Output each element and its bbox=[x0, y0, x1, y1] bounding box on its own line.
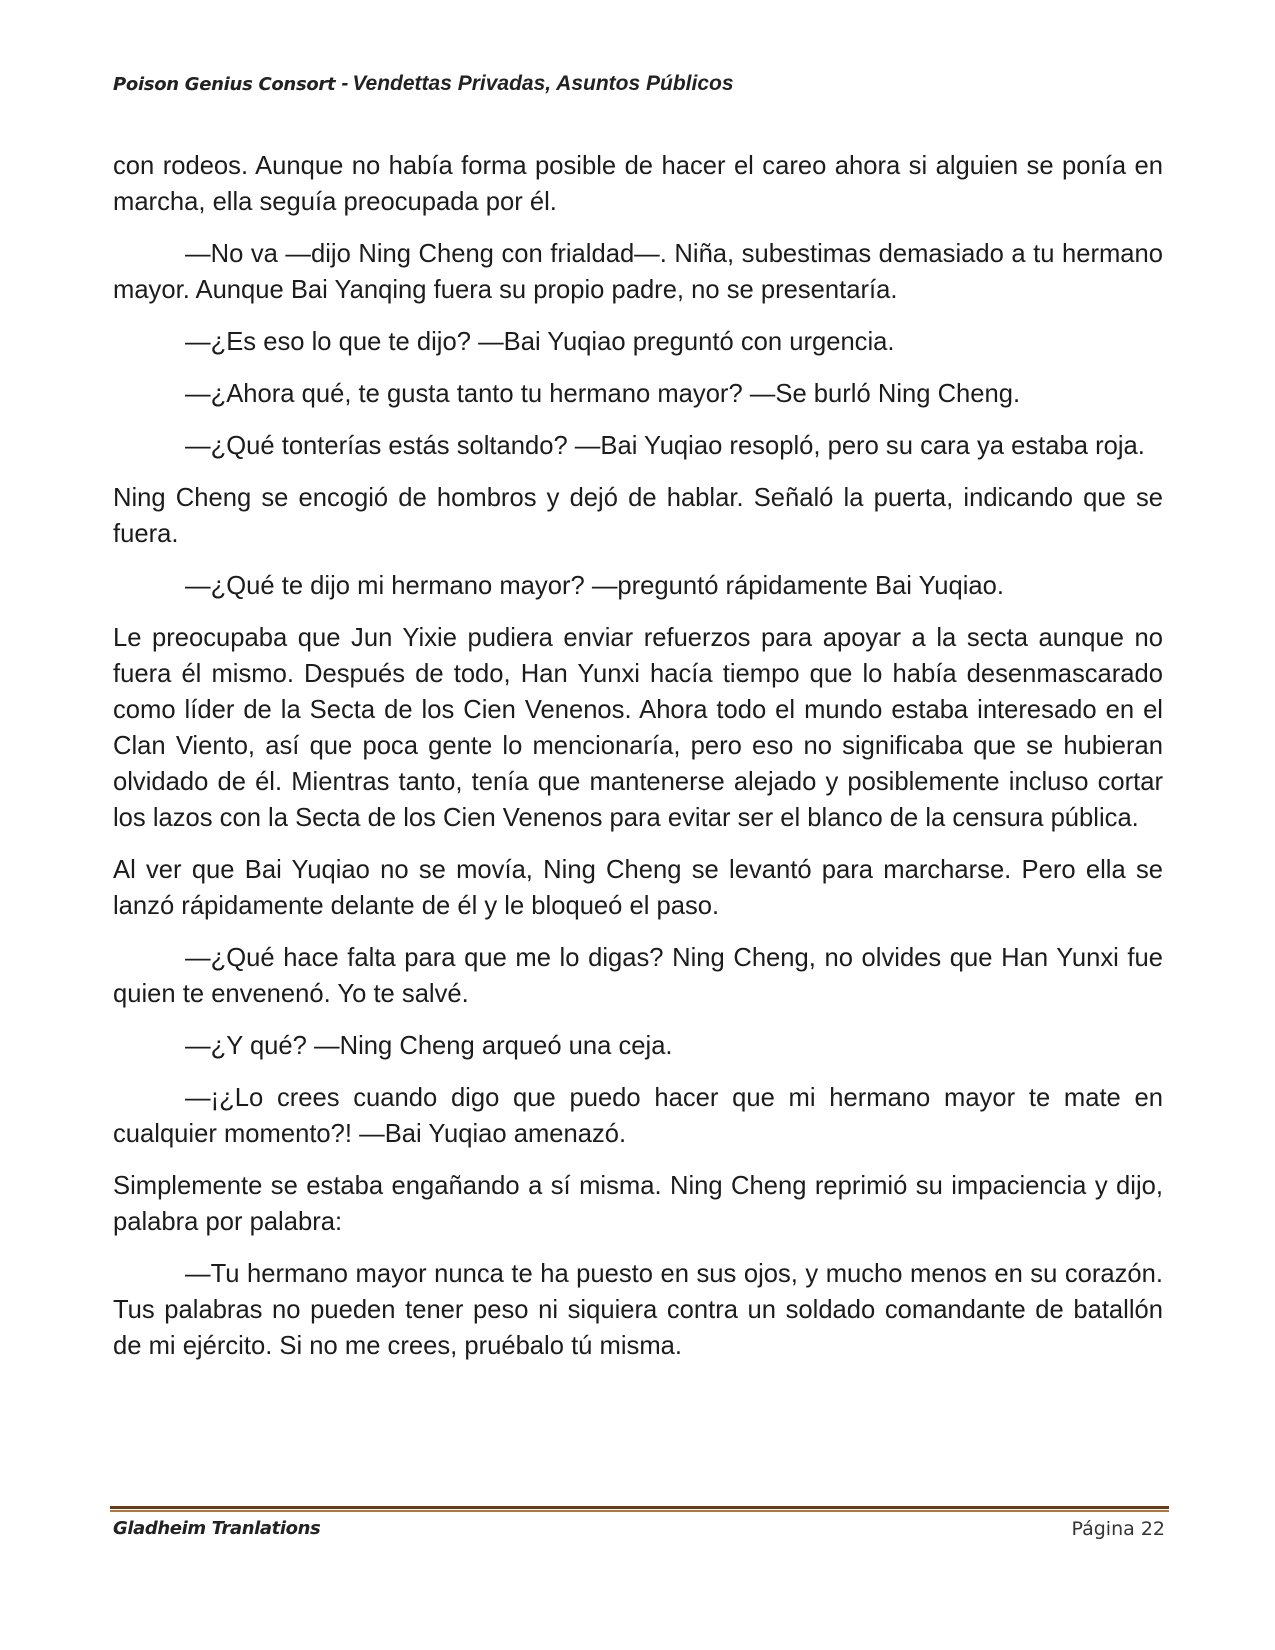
page-number-block bbox=[1071, 1518, 1165, 1540]
paragraph: Simplemente se estaba engañando a sí misma. Ning Cheng reprimió su impaciencia y dijo, palabra por palabra: bbox=[113, 1172, 1163, 1236]
paragraph: Al ver que Bai Yuqiao no se movía, Ning Cheng se levantó para marcharse. Pero ella se lanzó rápidamente delante de él y le bloqueó el paso. bbox=[113, 856, 1163, 920]
page-header bbox=[113, 72, 734, 96]
paragraph: —¿Ahora qué, te gusta tanto tu hermano mayor? —Se burló Ning Cheng. bbox=[185, 380, 1021, 408]
page-label: Página bbox=[1071, 1518, 1135, 1540]
book-title: Vendettas Privadas, Asuntos Públicos bbox=[352, 72, 734, 95]
footer-publisher: Gladheim Tranlations bbox=[113, 1518, 321, 1539]
paragraph: con rodeos. Aunque no había forma posible de hacer el careo ahora si alguien se ponía en marcha, ella seguía preocupada por él. bbox=[113, 152, 1163, 216]
header-separator: - bbox=[341, 72, 349, 95]
series-title: Poison Genius Consort bbox=[113, 74, 336, 95]
paragraph: Le preocupaba que Jun Yixie pudiera enviar refuerzos para apoyar a la secta aunque no fuera él mismo. Después de todo, Han Yunxi hacía tiempo que lo había desenmascarado como líder de la Secta de los Cien Venenos. Ahora todo el mundo estaba interesado en el Clan Viento, así que poca gente lo mencionaría, pero eso no significaba que se hubieran olvidado de él. Mientras tanto, tenía que mantenerse alejado y posiblemente incluso cortar los lazos con la Secta de los Cien Venenos para evitar ser el blanco de la censura pública. bbox=[113, 624, 1163, 832]
footer-rule bbox=[110, 1506, 1169, 1513]
paragraph: —¿Qué tonterías estás soltando? —Bai Yuqiao resopló, pero su cara ya estaba roja. bbox=[185, 432, 1145, 460]
page-number: 22 bbox=[1140, 1518, 1165, 1540]
footer-rule-light bbox=[110, 1510, 1169, 1512]
paragraph: —No va —dijo Ning Cheng con frialdad—. Niña, subestimas demasiado a tu hermano mayor. Aunque Bai Yanqing fuera su propio padre, no se presentaría. bbox=[113, 240, 1163, 304]
paragraph: —¡¿Lo crees cuando digo que puedo hacer que mi hermano mayor te mate en cualquier momento?! —Bai Yuqiao amenazó. bbox=[113, 1084, 1163, 1148]
paragraph: —Tu hermano mayor nunca te ha puesto en sus ojos, y mucho menos en su corazón. Tus palabras no pueden tener peso ni siquiera contra un soldado comandante de batallón de mi ejército. Si no me crees, pruébalo tú misma. bbox=[113, 1260, 1163, 1360]
paragraph: —¿Qué te dijo mi hermano mayor? —preguntó rápidamente Bai Yuqiao. bbox=[185, 572, 1004, 600]
paragraph: —¿Y qué? —Ning Cheng arqueó una ceja. bbox=[185, 1032, 673, 1060]
paragraph: —¿Es eso lo que te dijo? —Bai Yuqiao preguntó con urgencia. bbox=[185, 328, 895, 356]
paragraph: —¿Qué hace falta para que me lo digas? Ning Cheng, no olvides que Han Yunxi fue quien te envenenó. Yo te salvé. bbox=[113, 944, 1163, 1008]
paragraph: Ning Cheng se encogió de hombros y dejó de hablar. Señaló la puerta, indicando que se fuera. bbox=[113, 484, 1163, 548]
body-text bbox=[113, 148, 1163, 1380]
footer-rule-dark bbox=[110, 1506, 1169, 1509]
